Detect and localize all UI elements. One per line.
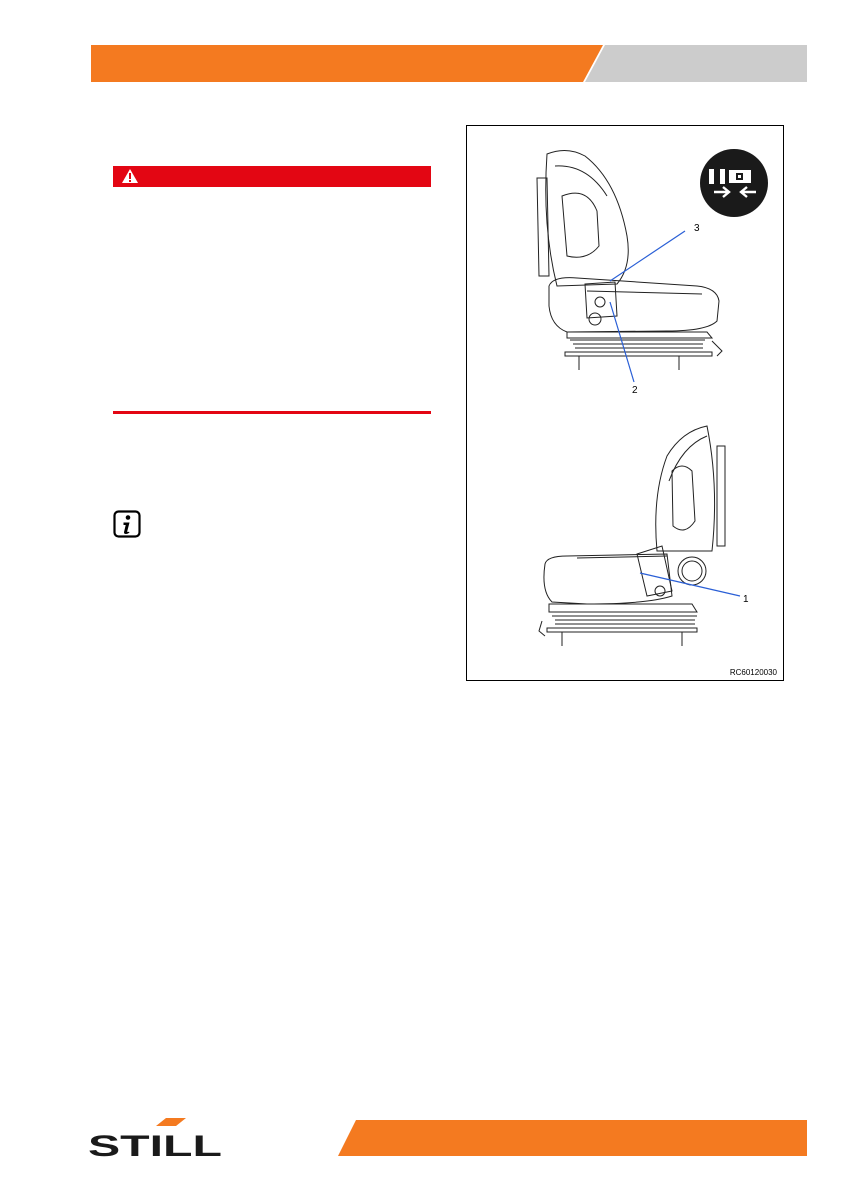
callout-2: 2 [632,385,638,396]
warning-bar [113,166,431,187]
warning-triangle-icon [121,168,139,184]
callout-1: 1 [743,594,749,605]
figure-frame [466,125,784,681]
figure-code: RC60120030 [729,668,777,677]
header-bar [91,45,807,82]
warning-end-rule [113,411,431,414]
svg-text:STILL: STILL [88,1130,222,1158]
info-icon [113,510,141,538]
seat-belt-buckle-icon [700,149,768,217]
seat-illustration [467,126,783,679]
still-logo [88,1118,222,1158]
callout-3: 3 [694,223,700,234]
footer-bar [338,1120,807,1156]
